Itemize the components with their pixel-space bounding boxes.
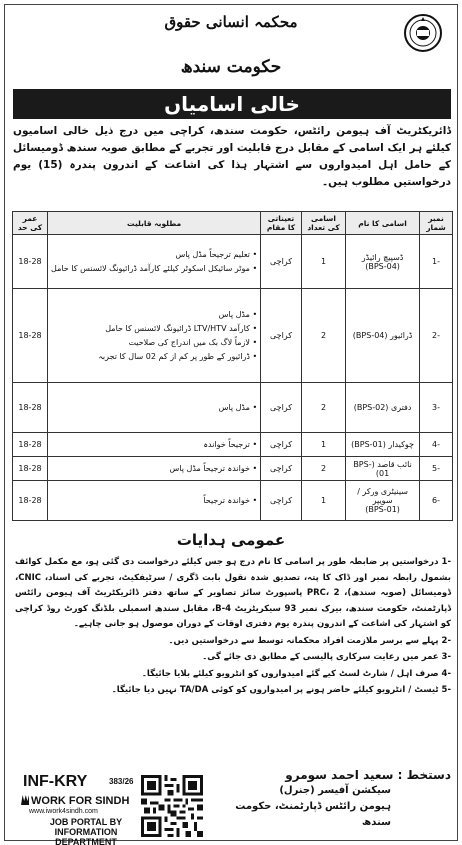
row-post bbox=[346, 235, 420, 289]
table-row bbox=[13, 235, 453, 289]
qualification-item: • کارآمد LTV/HTV ڈرائیونگ لائسنس کا حامل bbox=[51, 322, 257, 336]
row-age: 18-28 bbox=[13, 457, 48, 481]
post-name: نائب قاصد (BPS-01) bbox=[353, 459, 412, 478]
table-row bbox=[13, 383, 453, 433]
row-qualification bbox=[48, 457, 261, 481]
row-age: 18-28 bbox=[13, 289, 48, 383]
signatory-title: سیکشن آفیسر (جنرل) bbox=[279, 785, 391, 796]
row-serial: -1 bbox=[419, 235, 452, 289]
row-serial: -2 bbox=[419, 289, 452, 383]
header-post: اسامی کا نام bbox=[346, 212, 420, 235]
general-instructions-title: عمومی ہدایات bbox=[176, 531, 286, 549]
department-name: محکمہ انسانی حقوق bbox=[164, 13, 298, 31]
row-serial: -3 bbox=[419, 383, 452, 433]
general-instructions bbox=[15, 555, 451, 700]
row-post bbox=[346, 481, 420, 521]
portal-caption-line2: INFORMATION DEPARTMENT bbox=[54, 827, 118, 845]
row-age: 18-28 bbox=[13, 383, 48, 433]
vacancies-table bbox=[12, 211, 453, 521]
qualification-item: • ترجیحاً خواندہ bbox=[51, 438, 257, 452]
row-post bbox=[346, 457, 420, 481]
header-age: عمر کی حد bbox=[13, 212, 48, 235]
qr-code-icon bbox=[141, 775, 203, 837]
qualification-item: • لازماً لاگ بک میں اندراج کی صلاحیت bbox=[51, 336, 257, 350]
header-place: تعیناتی کا مقام bbox=[261, 212, 302, 235]
row-place: کراچی bbox=[261, 289, 302, 383]
qualification-item: • مڈل پاس bbox=[51, 401, 257, 415]
ref-code: INF-KRY bbox=[23, 773, 88, 790]
row-serial: -6 bbox=[419, 481, 452, 521]
qualification-item: • موٹر سائیکل اسکوٹر کیلئے کارآمد ڈرائیونگ لائسنس کا حامل bbox=[51, 262, 257, 276]
government-name: حکومت سندھ bbox=[180, 57, 282, 77]
signature-block bbox=[221, 767, 451, 831]
signatory-name: سعید احمد سومرو bbox=[285, 768, 394, 782]
row-post bbox=[346, 383, 420, 433]
row-count: 2 bbox=[301, 383, 345, 433]
portal-caption bbox=[31, 817, 141, 845]
qualification-item: • ڈرائیور کے طور پر کم از کم 02 سال کا تجربہ bbox=[51, 350, 257, 364]
row-place: کراچی bbox=[261, 481, 302, 521]
row-qualification bbox=[48, 433, 261, 457]
qualification-item: • خواندہ ترجیحاً مڈل پاس bbox=[51, 462, 257, 476]
table-row bbox=[13, 481, 453, 521]
row-place: کراچی bbox=[261, 235, 302, 289]
row-count: 2 bbox=[301, 457, 345, 481]
vacancies-banner: خالی اسامیاں bbox=[13, 89, 451, 119]
row-qualification bbox=[48, 235, 261, 289]
work-for-sindh-logo-icon bbox=[21, 795, 29, 805]
row-place: کراچی bbox=[261, 457, 302, 481]
row-qualification bbox=[48, 481, 261, 521]
row-serial: -5 bbox=[419, 457, 452, 481]
row-serial: -4 bbox=[419, 433, 452, 457]
post-name: ڈرائیور (BPS-04) bbox=[352, 331, 413, 340]
instruction-item: -1 درخواستیں پر ضابطہ طور پر اسامی کا نام درج ہو جس کیلئے درخواست دی گئی ہو، مع مکمل کوائف بشمول رابطہ نمبر اور ڈاک کا پتہ، تصدیق شدہ نقول بابت ڈگری / سرٹیفکیٹ، تجربے کی اسناد، CNIC، ڈومیسائل (صوبہ سندھ)، PRC، 2 پاسپورٹ سائز تصاویر کے ساتھ دفتر ڈائریکٹریٹ آف ہیومن رائٹس ڈپارٹمنٹ، حکومت سندھ، بیرک نمبر 93 سیکریٹریٹ B-4، مقابل سندھ اسمبلی بلڈنگ کورٹ روڈ کراچی کو اشتہار کی اشاعت کے اندرون پندرہ یوم دفتری اوقات کے دوران موصول ہو جانی چاہیے۔ bbox=[15, 557, 451, 629]
instruction-item: -3 عمر میں رعایت سرکاری پالیسی کے مطابق دی جائے گی۔ bbox=[202, 652, 451, 662]
portal-caption-line1: JOB PORTAL BY bbox=[49, 817, 123, 827]
row-count: 2 bbox=[301, 289, 345, 383]
row-post bbox=[346, 289, 420, 383]
qualification-item: • خواندہ ترجیحاً bbox=[51, 494, 257, 508]
post-name: سینیٹری ورکر / سویپر bbox=[357, 487, 408, 505]
info-department-stamp bbox=[13, 773, 209, 845]
header-count: اسامی کی تعداد bbox=[301, 212, 345, 235]
row-age: 18-28 bbox=[13, 433, 48, 457]
portal-url: www.iwork4sindh.com bbox=[29, 808, 98, 815]
table-row bbox=[13, 289, 453, 383]
intro-paragraph: ڈائریکٹریٹ آف ہیومن رائٹس، حکومت سندھ، کراچی میں درج ذیل خالی اسامیوں کیلئے ہر ایک اسامی کے مقابل درج قابلیت اور تجربے کے مطابق صوبہ سندھ ڈومیسائل کے حامل اہل امیدواروں سے اشتہار ہذا کی اشاعت کے اندرون پندرہ (15) یوم درخواستیں مطلوب ہیں۔ bbox=[13, 125, 451, 188]
signatory-department: ہیومن رائٹس ڈپارٹمنٹ، حکومت سندھ bbox=[235, 801, 391, 828]
work-for-sindh-brand bbox=[21, 795, 129, 807]
qualification-item: • مڈل پاس bbox=[51, 308, 257, 322]
row-place: کراچی bbox=[261, 383, 302, 433]
post-name: ڈسپیچ رائیڈر bbox=[361, 252, 404, 262]
instruction-item: -5 ٹیسٹ / انٹرویو کیلئے حاضر ہونے پر امیدواروں کو کوئی TA/DA نہیں دیا جائیگا۔ bbox=[111, 685, 451, 695]
table-row bbox=[13, 433, 453, 457]
header-serial: نمبر شمار bbox=[419, 212, 452, 235]
row-place: کراچی bbox=[261, 433, 302, 457]
brand-text: WORK FOR SINDH bbox=[31, 795, 130, 807]
instruction-item: -2 پہلے سے برسر ملازمت افراد محکمانہ توسط سے درخواستیں دیں۔ bbox=[168, 635, 451, 646]
row-post bbox=[346, 433, 420, 457]
header-qualification: مطلوبہ قابلیت bbox=[48, 212, 261, 235]
instruction-item: -4 صرف اہل / شارٹ لسٹ کیے گئے امیدواروں کو انٹرویو کیلئے بلایا جائیگا۔ bbox=[141, 668, 451, 679]
row-age: 18-28 bbox=[13, 481, 48, 521]
advertisement-page bbox=[4, 4, 458, 845]
qualification-item: • تعلیم ترجیحاً مڈل پاس bbox=[51, 248, 257, 262]
post-bps: (BPS-04) bbox=[365, 261, 400, 271]
signature-label: دستخط bbox=[406, 768, 451, 782]
table-header-row bbox=[13, 212, 453, 235]
signatory-name-line: دستخط : سعید احمد سومرو bbox=[285, 768, 451, 782]
row-count: 1 bbox=[301, 433, 345, 457]
ref-number: 383/26 bbox=[109, 777, 134, 786]
post-name: چوکیدار (BPS-01) bbox=[351, 440, 414, 449]
row-count: 1 bbox=[301, 235, 345, 289]
table-row bbox=[13, 457, 453, 481]
row-count: 1 bbox=[301, 481, 345, 521]
post-bps: (BPS-01) bbox=[365, 505, 400, 514]
row-qualification bbox=[48, 289, 261, 383]
row-qualification bbox=[48, 383, 261, 433]
row-age: 18-28 bbox=[13, 235, 48, 289]
post-name: دفتری (BPS-02) bbox=[353, 403, 412, 412]
